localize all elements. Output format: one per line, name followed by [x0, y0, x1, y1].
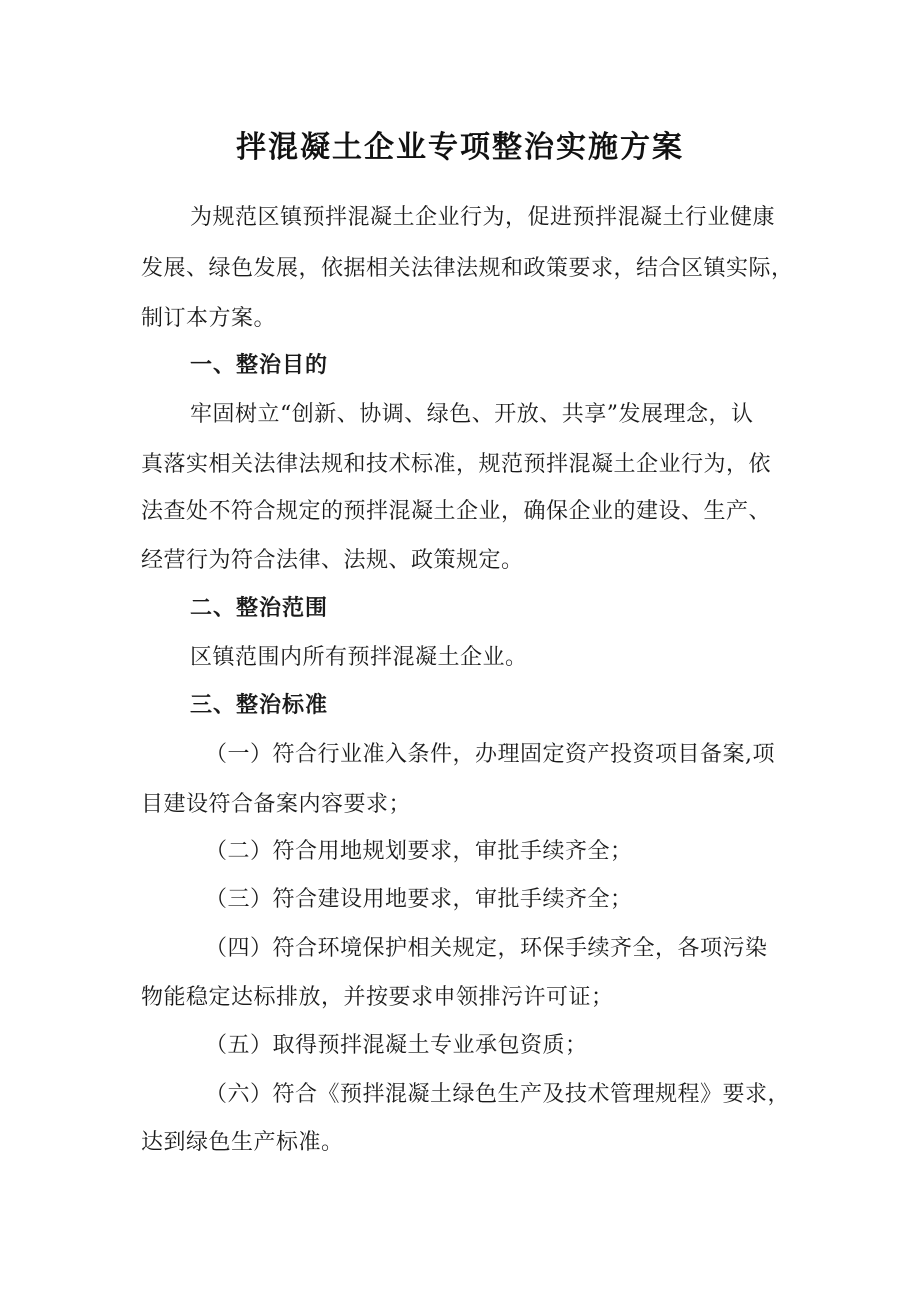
intro-line-3: 制订本方案。	[141, 306, 277, 331]
standard-line-2: 目建设符合备案内容要求；	[141, 792, 412, 817]
intro-line-2: 发展、绿色发展，依据相关法律法规和政策要求，结合区镇实际，	[141, 256, 794, 281]
intro-line-1: 为规范区镇预拌混凝土企业行为，促进预拌混凝土行业健康	[190, 205, 776, 230]
scope-line-1: 区镇范围内所有预拌混凝土企业。	[190, 645, 528, 670]
standard-line-4: （三）符合建设用地要求，审批手续齐全；	[205, 887, 633, 912]
document-title: 拌混凝土企业专项整治实施方案	[236, 130, 684, 165]
standard-line-9: 达到绿色生产标准。	[141, 1130, 344, 1155]
standard-line-8: （六）符合《预拌混凝土绿色生产及技术管理规程》要求，	[205, 1082, 791, 1107]
purpose-line-4: 经营行为符合法律、法规、政策规定。	[141, 548, 524, 573]
purpose-line-1: 牢固树立“创新、协调、绿色、开放、共享”发展理念，认	[190, 402, 754, 427]
section-heading-purpose: 一、整治目的	[190, 353, 329, 378]
purpose-line-2: 真落实相关法律法规和技术标准，规范预拌混凝土企业行为，依	[141, 452, 772, 477]
standard-line-7: （五）取得预拌混凝土专业承包资质；	[205, 1033, 588, 1058]
standard-line-6: 物能稳定达标排放，并按要求申领排污许可证；	[141, 985, 614, 1010]
section-heading-standards: 三、整治标准	[190, 693, 329, 718]
standard-line-1: （一）符合行业准入条件，办理固定资产投资项目备案,项	[205, 742, 775, 767]
section-heading-scope: 二、整治范围	[190, 596, 329, 621]
purpose-line-3: 法查处不符合规定的预拌混凝土企业，确保企业的建设、生产、	[141, 499, 772, 524]
standard-line-3: （二）符合用地规划要求，审批手续齐全；	[205, 839, 633, 864]
standard-line-5: （四）符合环境保护相关规定，环保手续齐全，各项污染	[205, 936, 768, 961]
